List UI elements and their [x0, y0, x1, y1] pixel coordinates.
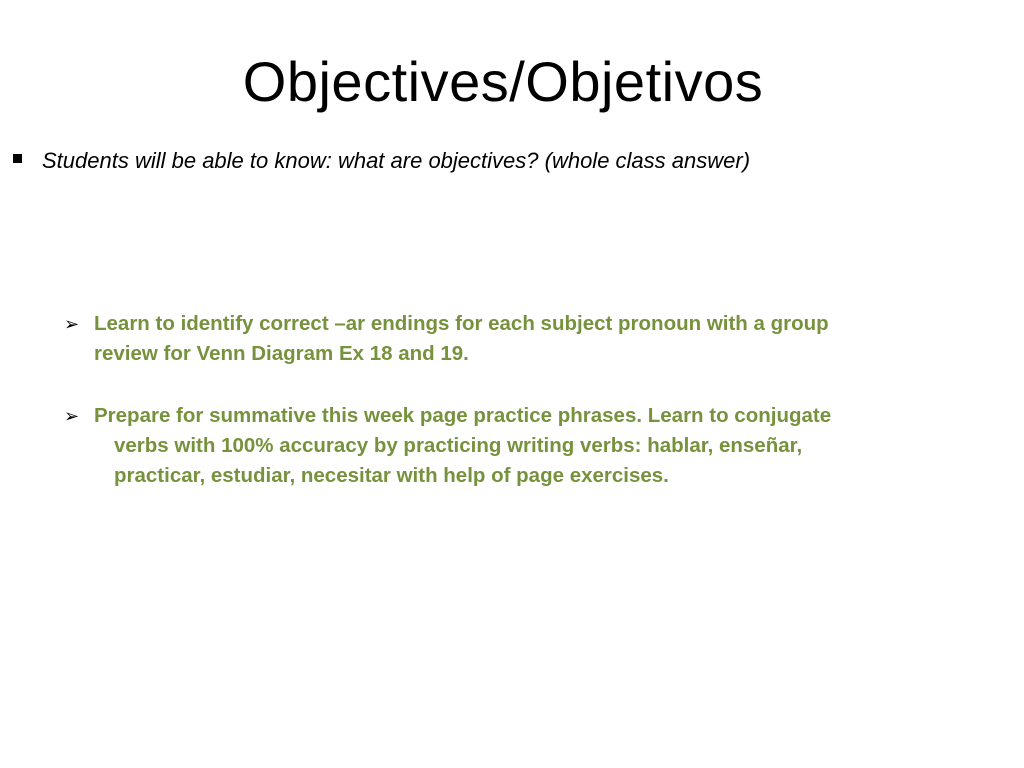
main-bullet [10, 144, 1000, 178]
arrow-bullet-icon: ➢ [64, 314, 80, 334]
sub-bullet-2-line-2: verbs with 100% accuracy by practicing writing verbs: hablar, enseñar, [114, 434, 803, 457]
sub-bullet-2-line-3: practicar, estudiar, necesitar with help of page exercises. [114, 464, 669, 487]
sub-bullet-1 [64, 309, 984, 369]
slide-title: Objectives/Objetivos [242, 50, 764, 113]
sub-bullet-1-line-1: Learn to identify correct –ar endings for each subject pronoun with a group [94, 312, 829, 335]
main-bullet-text: Students will be able to know: what are objectives? (whole class answer) [42, 148, 751, 173]
square-bullet-icon [13, 154, 22, 163]
sub-bullet-2-line-1: Prepare for summative this week page practice phrases. Learn to conjugate [94, 404, 832, 427]
arrow-bullet-icon: ➢ [64, 406, 80, 426]
sub-bullet-2 [64, 401, 984, 491]
sub-bullet-1-line-2: review for Venn Diagram Ex 18 and 19. [94, 342, 469, 365]
